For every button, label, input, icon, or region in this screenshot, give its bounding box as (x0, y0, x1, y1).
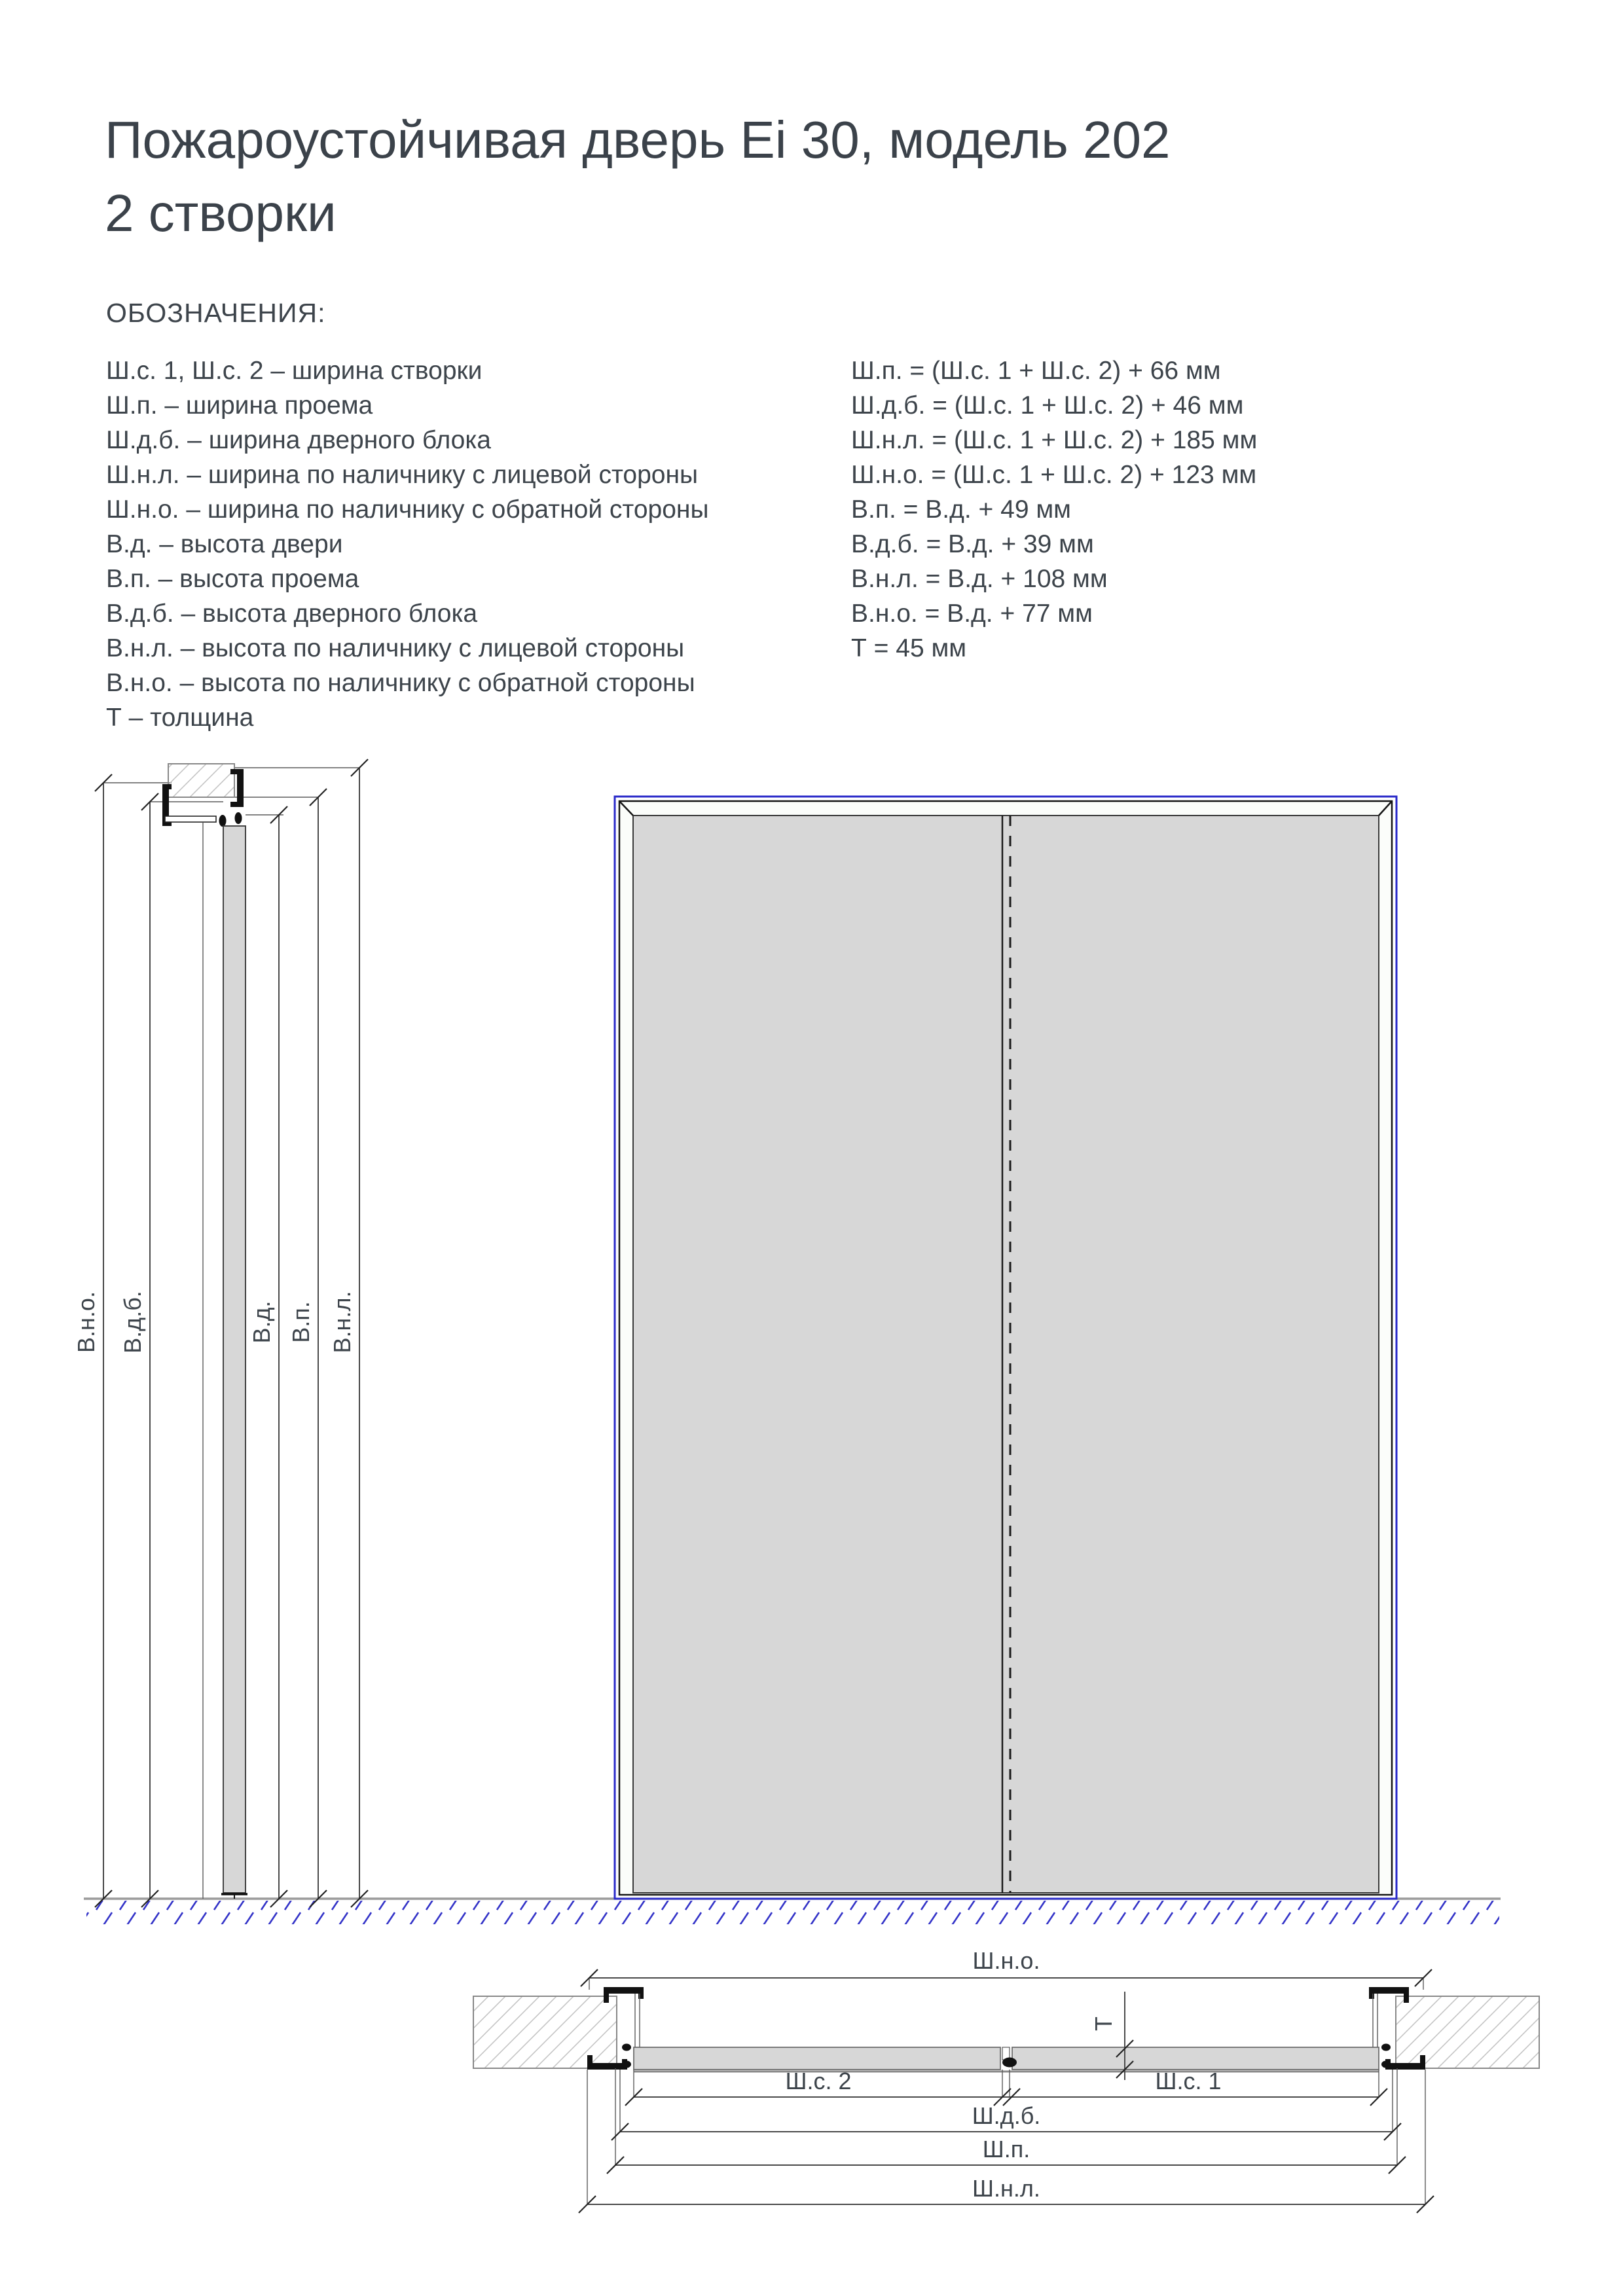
vertical-dimension-labels (73, 1291, 356, 1354)
legend-item: В.д.б. – высота дверного блока (106, 600, 478, 628)
page-title (105, 103, 1414, 250)
technical-drawing (0, 720, 1623, 2296)
dim-label-vd: В.д. (248, 1300, 275, 1344)
legend-item: Ш.д.б. – ширина дверного блока (106, 426, 491, 454)
page-title-line1: Пожароустойчивая дверь Ei 30, модель 202 (105, 111, 1171, 169)
dim-label-vno: В.н.о. (73, 1291, 100, 1353)
seal (1381, 2044, 1391, 2051)
legend-formula: В.п. = В.д. + 49 мм (851, 495, 1071, 524)
legend-formula: Ш.п. = (Ш.с. 1 + Ш.с. 2) + 66 мм (851, 357, 1221, 385)
legend-formula: Ш.н.л. = (Ш.с. 1 + Ш.с. 2) + 185 мм (851, 426, 1258, 454)
legend-item: В.н.л. – высота по наличнику с лицевой стороны (106, 634, 685, 662)
door-leaf-section (223, 826, 246, 1893)
horizontal-dimension-lines (587, 1978, 1425, 2204)
legend-item: Ш.с. 1, Ш.с. 2 – ширина створки (106, 357, 483, 385)
dim-label-shdb: Ш.д.б. (972, 2102, 1041, 2129)
legend-formula: Т = 45 мм (851, 634, 967, 662)
front-view (615, 797, 1396, 1899)
legend-item: Т – толщина (106, 704, 254, 732)
vertical-section-view (73, 759, 368, 1907)
legend-formula: В.д.б. = В.д. + 39 мм (851, 530, 1094, 558)
dim-label-shs2: Ш.с. 2 (785, 2068, 852, 2094)
leaf-1-plan (1012, 2047, 1379, 2070)
legend-item: В.д. – высота двери (106, 530, 343, 558)
dim-label-vdb: В.д.б. (119, 1291, 146, 1354)
seal (1381, 2061, 1391, 2068)
legend-formulas-column (851, 353, 1539, 666)
ground-hatch (86, 1901, 1499, 1924)
horizontal-dimension-labels (785, 1947, 1221, 2202)
legend-formula: В.н.л. = В.д. + 108 мм (851, 565, 1108, 593)
seal (219, 815, 227, 827)
legend-heading: ОБОЗНАЧЕНИЯ: (106, 298, 326, 328)
leaf-2-plan (634, 2047, 1000, 2070)
wall-block-right (1396, 1996, 1539, 2068)
dim-label-shp: Ш.п. (982, 2136, 1030, 2162)
legend-item: Ш.п. – ширина проема (106, 391, 373, 420)
legend-item: Ш.н.о. – ширина по наличнику с обратной стороны (106, 495, 709, 524)
wall-lintel-block (168, 764, 234, 797)
dim-label-shs1: Ш.с. 1 (1155, 2068, 1222, 2094)
ground (84, 1899, 1501, 1924)
dim-label-shnl: Ш.н.л. (972, 2175, 1040, 2202)
seal (622, 2061, 631, 2068)
page-title-line2: 2 створки (105, 184, 337, 242)
legend-formula: В.н.о. = В.д. + 77 мм (851, 600, 1093, 628)
wall-block-left (473, 1996, 617, 2068)
seal (622, 2044, 631, 2051)
meeting-seal (1002, 2058, 1017, 2068)
horizontal-section-view (473, 1947, 1539, 2213)
seal (235, 812, 242, 824)
dim-label-vnl: В.н.л. (329, 1291, 356, 1354)
dim-label-t: Т (1090, 2017, 1117, 2031)
legend-formula: Ш.д.б. = (Ш.с. 1 + Ш.с. 2) + 46 мм (851, 391, 1244, 420)
legend-item: В.п. – высота проема (106, 565, 359, 593)
casing-strip (165, 816, 216, 822)
legend-item: В.н.о. – высота по наличнику с обратной стороны (106, 669, 695, 697)
door-leaves-panel (633, 816, 1379, 1893)
dim-label-vp: В.п. (287, 1301, 314, 1343)
legend-definitions-column (106, 353, 826, 735)
dim-label-shno: Ш.н.о. (972, 1947, 1040, 1974)
legend-formula: Ш.н.о. = (Ш.с. 1 + Ш.с. 2) + 123 мм (851, 461, 1257, 489)
legend-item: Ш.н.л. – ширина по наличнику с лицевой стороны (106, 461, 699, 489)
